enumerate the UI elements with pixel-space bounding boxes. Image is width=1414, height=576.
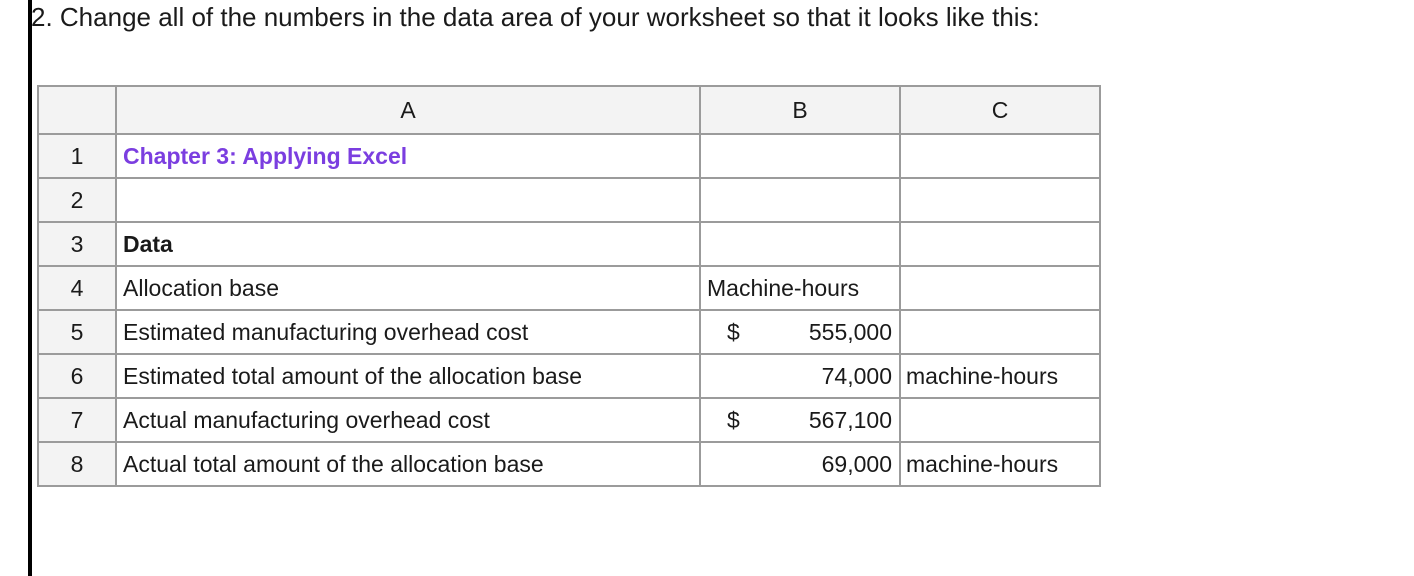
table-row [38, 398, 1100, 442]
cell-b7[interactable] [700, 398, 900, 442]
cell-a6[interactable]: Estimated total amount of the allocation base [116, 354, 700, 398]
column-header-row [38, 86, 1100, 134]
currency-symbol: $ [727, 406, 740, 433]
cell-c8[interactable]: machine-hours [900, 442, 1100, 486]
cell-b5[interactable] [700, 310, 900, 354]
cell-a5[interactable]: Estimated manufacturing overhead cost [116, 310, 700, 354]
row-header-4[interactable]: 4 [38, 266, 116, 310]
row-header-7[interactable]: 7 [38, 398, 116, 442]
instruction-text: 2. Change all of the numbers in the data area of your worksheet so that it looks like this: [31, 2, 1040, 32]
cell-c7[interactable] [900, 398, 1100, 442]
cell-c4[interactable] [900, 266, 1100, 310]
row-header-5[interactable]: 5 [38, 310, 116, 354]
row-header-2[interactable]: 2 [38, 178, 116, 222]
cell-c1[interactable] [900, 134, 1100, 178]
spreadsheet-grid [37, 85, 1101, 487]
cell-a2[interactable] [116, 178, 700, 222]
cell-a8[interactable]: Actual total amount of the allocation base [116, 442, 700, 486]
row-header-3[interactable]: 3 [38, 222, 116, 266]
cell-b1[interactable] [700, 134, 900, 178]
currency-value: 555,000 [808, 318, 892, 345]
cell-a3[interactable]: Data [116, 222, 700, 266]
cell-b3[interactable] [700, 222, 900, 266]
cell-b2[interactable] [700, 178, 900, 222]
row-header-6[interactable]: 6 [38, 354, 116, 398]
column-header-b[interactable]: B [700, 86, 900, 134]
table-row [38, 354, 1100, 398]
table-row [38, 222, 1100, 266]
cell-c6[interactable]: machine-hours [900, 354, 1100, 398]
cell-a1[interactable]: Chapter 3: Applying Excel [116, 134, 700, 178]
cell-a7[interactable]: Actual manufacturing overhead cost [116, 398, 700, 442]
cell-c3[interactable] [900, 222, 1100, 266]
table-row [38, 310, 1100, 354]
cell-a4[interactable]: Allocation base [116, 266, 700, 310]
cell-b6[interactable]: 74,000 [700, 354, 900, 398]
currency-symbol: $ [727, 318, 740, 345]
table-row [38, 266, 1100, 310]
cell-b4[interactable]: Machine-hours [700, 266, 900, 310]
table-row [38, 442, 1100, 486]
row-header-8[interactable]: 8 [38, 442, 116, 486]
cell-c5[interactable] [900, 310, 1100, 354]
select-all-corner[interactable] [38, 86, 116, 134]
row-header-1[interactable]: 1 [38, 134, 116, 178]
cell-c2[interactable] [900, 178, 1100, 222]
table-row [38, 134, 1100, 178]
column-header-a[interactable]: A [116, 86, 700, 134]
currency-value: 567,100 [808, 406, 892, 433]
table-row [38, 178, 1100, 222]
cell-b8[interactable]: 69,000 [700, 442, 900, 486]
left-margin-rule [28, 0, 32, 576]
column-header-c[interactable]: C [900, 86, 1100, 134]
